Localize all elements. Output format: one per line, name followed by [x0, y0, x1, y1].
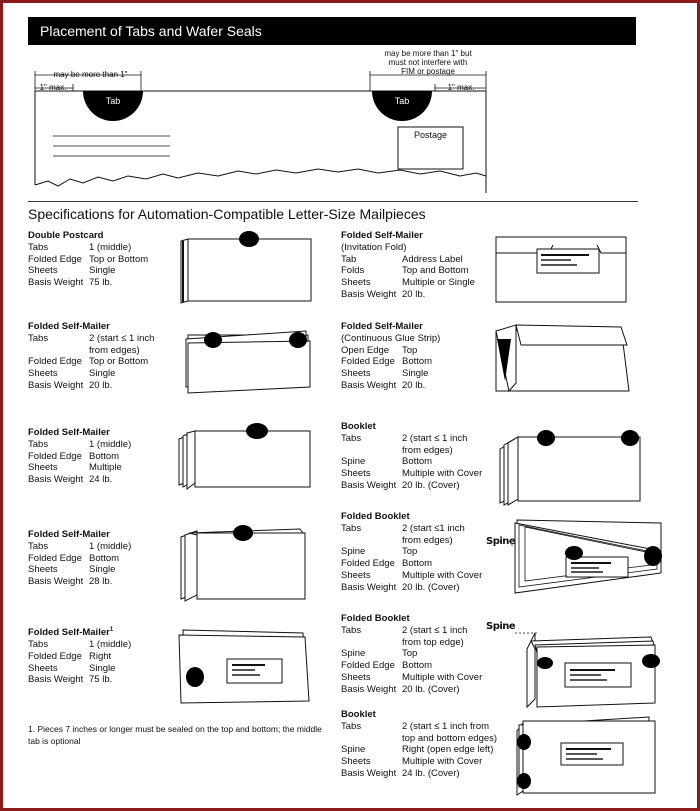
tab-seal — [537, 430, 555, 446]
spec-continuous-glue: Folded Self-Mailer (Continuous Glue Strip) Open Edge Top Folded Edge Bottom Sheets Single Basis Weight 20 lb. — [341, 321, 441, 391]
tab-seal — [289, 332, 307, 348]
note-left: may be more than 1" — [53, 70, 128, 79]
spec-booklet-2: Booklet Tabs 2 (start ≤ 1 inch from top and bottom edges) Spine Right (open edge left) Sheets Multiple with Cover Basis Weight 24 lb. (Cover) — [341, 709, 498, 779]
spec-double-postcard: Double Postcard Tabs 1 (middle) Folded Edge Top or Bottom Sheets Single Basis Weight 75 lb. — [28, 230, 149, 289]
booklet-illustration-1 — [498, 425, 643, 507]
spine-label-2: Spine — [486, 621, 516, 632]
tab-seal — [239, 231, 259, 247]
tab-seal — [517, 773, 531, 789]
tab-label-left: Tab — [105, 96, 121, 106]
tab-label-right: Tab — [394, 96, 410, 106]
folded-self-mailer-illustration-4 — [175, 625, 315, 707]
spec-invitation-fold: Folded Self-Mailer (Invitation Fold) Tab Address Label Folds Top and Bottom Sheets Multiple or Single Basis Weight 20 lb. — [341, 230, 475, 300]
tab-seal — [517, 734, 531, 750]
section-divider — [28, 201, 638, 202]
postage-label: Postage — [413, 130, 448, 140]
spec-folded-self-mailer-2: Folded Self-Mailer Tabs 1 (middle) Folded Edge Bottom Sheets Multiple Basis Weight 24 lb. — [28, 427, 132, 486]
spec-folded-self-mailer-1: Folded Self-Mailer Tabs 2 (start ≤ 1 inch from edges) Folded Edge Top or Bottom Sheets Single Basis Weight 20 lb. — [28, 321, 155, 391]
spec-folded-self-mailer-3: Folded Self-Mailer Tabs 1 (middle) Folded Edge Bottom Sheets Single Basis Weight 28 lb. — [28, 529, 132, 588]
envelope-diagram — [28, 45, 643, 205]
spec-booklet-1: Booklet Tabs 2 (start ≤ 1 inch from edges) Spine Bottom Sheets Multiple with Cover Basis Weight 20 lb. (Cover) — [341, 421, 483, 491]
header-title: Placement of Tabs and Wafer Seals — [28, 17, 636, 45]
continuous-glue-illustration — [491, 321, 636, 395]
folded-self-mailer-illustration-2 — [175, 419, 315, 495]
note-left-max: 1" max. — [39, 83, 67, 92]
folded-self-mailer-illustration-3 — [175, 521, 315, 603]
folded-booklet-illustration-2 — [515, 619, 665, 711]
tab-seal — [204, 332, 222, 348]
spec-folded-self-mailer-4: Folded Self-Mailer$^1$ Tabs 1 (middle) Folded Edge Right Sheets Single Basis Weight 75 lb. — [28, 627, 132, 686]
note-right-max: 1" max. — [447, 83, 475, 92]
tab-seal — [233, 525, 253, 541]
folded-self-mailer-illustration-1 — [178, 325, 318, 397]
tab-seal — [537, 657, 553, 669]
spec-folded-booklet-2: Folded Booklet Tabs 2 (start ≤ 1 inch from top edge) Spine Top Folded Edge Bottom Sheets Multiple with Cover Basis Weight 20 lb. (Cover) — [341, 613, 483, 695]
footnote: 1. Pieces 7 inches or longer must be sealed on the top and bottom; the middle tab is optional — [28, 724, 322, 746]
tab-seal — [642, 654, 660, 668]
tab-seal — [565, 546, 583, 560]
section-title: Specifications for Automation-Compatible Letter-Size Mailpieces — [28, 206, 426, 222]
double-postcard-illustration — [178, 229, 318, 309]
tab-seal — [644, 546, 662, 566]
invitation-fold-illustration — [491, 229, 636, 309]
tab-seal — [621, 430, 639, 446]
spine-label-1: Spine — [486, 536, 516, 547]
folded-booklet-illustration-1 — [511, 515, 671, 597]
tab-seal — [186, 667, 204, 687]
note-right: may be more than 1" but must not interfere with FIM or postage — [384, 49, 472, 76]
booklet-illustration-2 — [511, 715, 661, 797]
tab-seal — [246, 423, 268, 439]
tab-placement-diagram — [28, 45, 643, 205]
spec-folded-booklet-1: Folded Booklet Tabs 2 (start ≤1 inch from edges) Spine Top Folded Edge Bottom Sheets Multiple with Cover Basis Weight 20 lb. (Cover) — [341, 511, 483, 593]
